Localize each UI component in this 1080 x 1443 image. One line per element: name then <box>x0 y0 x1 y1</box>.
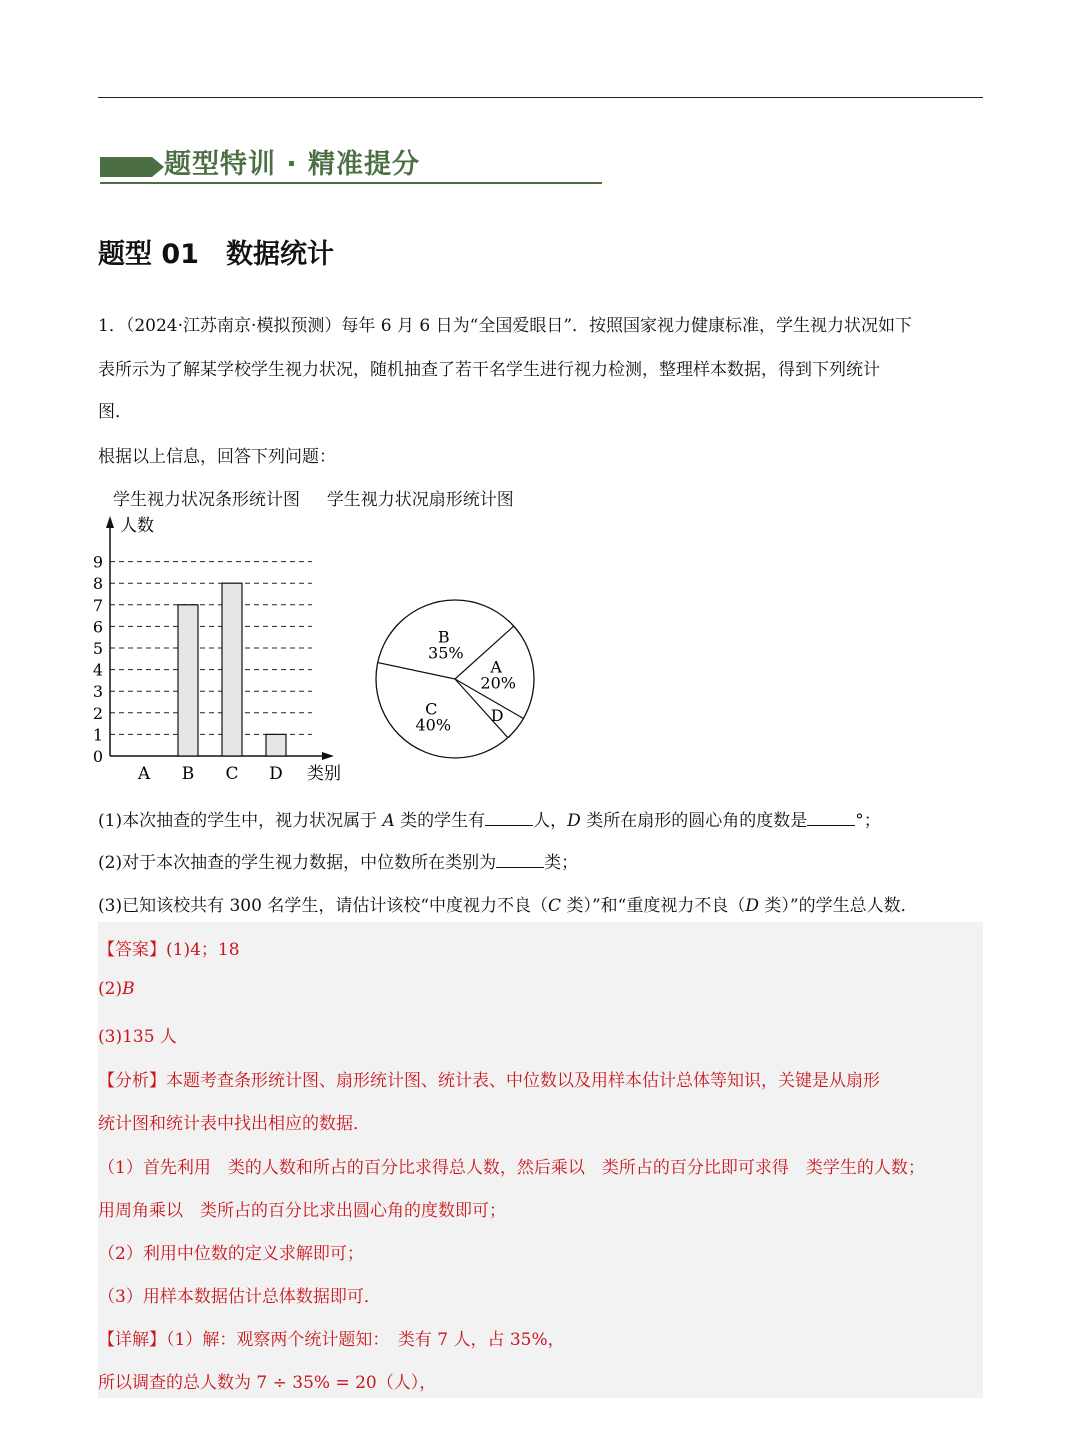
pie-slice-label-C: C <box>425 699 438 719</box>
y-tick-label: 4 <box>92 660 103 680</box>
analysis-line-2: 统计图和统计表中找出相应的数据． <box>98 1114 370 1134</box>
x-tick-label: B <box>181 764 195 784</box>
pie-chart-labels <box>415 628 515 735</box>
answer-line-2-value: B <box>122 979 135 999</box>
bar-chart <box>90 510 360 790</box>
y-tick-label: 9 <box>92 552 103 572</box>
x-axis-label: 类别 <box>307 764 341 784</box>
pie-slice-pct-A: 20% <box>480 673 516 693</box>
answer-line-3: (3)135 人 <box>98 1027 177 1047</box>
pie-slice-label-D: D <box>490 705 504 725</box>
question-1-text-a: (1)本次抽查的学生中，视力状况属于 <box>98 811 383 831</box>
blank-2 <box>807 825 855 826</box>
question-2-text-a: (2)对于本次抽查的学生视力数据，中位数所在类别为 <box>98 853 497 873</box>
bar-D <box>266 734 286 756</box>
blank-1 <box>485 825 533 826</box>
header-rule <box>98 97 983 98</box>
y-tick-label: 8 <box>92 574 103 594</box>
question-1-text-b: 类的学生有 <box>394 811 486 831</box>
y-axis-label: 人数 <box>120 516 154 536</box>
banner-bar-icon <box>100 157 152 177</box>
y-tick-label: 0 <box>92 747 103 766</box>
section-title: 题型 01 数据统计 <box>98 239 334 270</box>
banner-underline <box>100 182 602 184</box>
question-3 <box>98 891 918 916</box>
question-3-text-a: (3)已知该校共有 300 名学生，请估计该校“中度视力不良（ <box>98 896 549 916</box>
bar-chart-grid <box>110 562 312 735</box>
question-1-var-a: A <box>382 811 395 831</box>
x-axis-arrow-icon <box>322 752 334 760</box>
problem-line-4: 根据以上信息，回答下列问题： <box>98 447 336 467</box>
y-tick-label: 3 <box>92 682 103 702</box>
pie-divider <box>455 626 514 679</box>
y-tick-label: 6 <box>92 617 103 637</box>
answer-line-1: 【答案】(1)4；18 <box>98 940 240 960</box>
analysis-line-3: （1）首先利用 类的人数和所占的百分比求得总人数，然后乘以 类所占的百分比即可求得 类学生的人数； <box>98 1158 925 1178</box>
analysis-line-6: （3）用样本数据估计总体数据即可． <box>98 1287 381 1307</box>
question-3-text-b: 类）”和“重度视力不良（ <box>561 896 746 916</box>
pie-chart-caption: 学生视力状况扇形统计图 <box>326 490 514 510</box>
analysis-line-1: 【分析】本题考查条形统计图、扇形统计图、统计表、中位数以及用样本估计总体等知识，关键是从扇形 <box>98 1071 880 1091</box>
question-3-text-c: 类）”的学生总人数． <box>758 896 918 916</box>
y-tick-label: 5 <box>92 639 103 658</box>
pie-slice-label-B: B <box>437 627 450 647</box>
pie-slice-pct-C: 40% <box>415 715 452 735</box>
pie-slice-pct-B: 35% <box>428 643 464 663</box>
banner-arrow-icon <box>152 157 164 177</box>
detail-line-2: 所以调查的总人数为 7 ÷ 35% = 20（人）， <box>98 1373 437 1393</box>
question-2-text-b: 类； <box>544 853 579 873</box>
pie-slice-label-A: A <box>490 657 502 677</box>
analysis-line-4: 用周角乘以 类所占的百分比求出圆心角的度数即可； <box>98 1201 506 1221</box>
pie-chart <box>372 596 538 762</box>
question-1-text-c: 人， <box>533 811 568 831</box>
question-3-var-a: C <box>548 896 562 916</box>
question-1-var-b: D <box>567 811 581 831</box>
answer-line-2-prefix: (2) <box>98 979 123 999</box>
y-axis-arrow-icon <box>106 516 114 528</box>
answer-line-2 <box>98 979 135 999</box>
bar-B <box>178 605 198 756</box>
y-tick-label: 2 <box>92 703 103 723</box>
question-3-var-b: D <box>745 896 759 916</box>
problem-line-1: 1．（2024·江苏南京·模拟预测）每年 6 月 6 日为“全国爱眼日”．按照国家视力健康标准，学生视力状况如下 <box>98 316 913 336</box>
chart-captions <box>113 485 514 510</box>
banner-title: 题型特训 · 精准提分 <box>164 149 421 180</box>
pie-divider <box>378 663 455 679</box>
bar-chart-yticks <box>93 553 103 766</box>
question-2 <box>98 848 578 873</box>
question-1-text-d: 类所在扇形的圆心角的度数是 <box>580 811 808 831</box>
analysis-line-5: （2）利用中位数的定义求解即可； <box>98 1244 364 1264</box>
detail-line-1: 【详解】（1）解：观察两个统计题知： 类有 7 人，占 35%， <box>98 1330 565 1350</box>
bar-chart-bars <box>178 583 286 756</box>
blank-3 <box>496 867 544 868</box>
problem-line-2: 表所示为了解某学校学生视力状况，随机抽查了若干名学生进行视力检测，整理样本数据，得到下列统计 <box>98 360 880 380</box>
section-banner <box>100 148 602 186</box>
x-tick-label: C <box>225 764 239 784</box>
x-tick-label: A <box>137 764 151 784</box>
question-1 <box>98 806 881 831</box>
x-tick-label: D <box>269 764 283 784</box>
bar-C <box>222 583 242 756</box>
problem-line-3: 图． <box>98 402 132 422</box>
question-1-text-e: °； <box>855 811 881 831</box>
y-tick-label: 7 <box>92 595 103 615</box>
y-tick-label: 1 <box>92 725 103 745</box>
bar-chart-xticks <box>137 764 283 784</box>
bar-chart-caption: 学生视力状况条形统计图 <box>113 490 300 510</box>
